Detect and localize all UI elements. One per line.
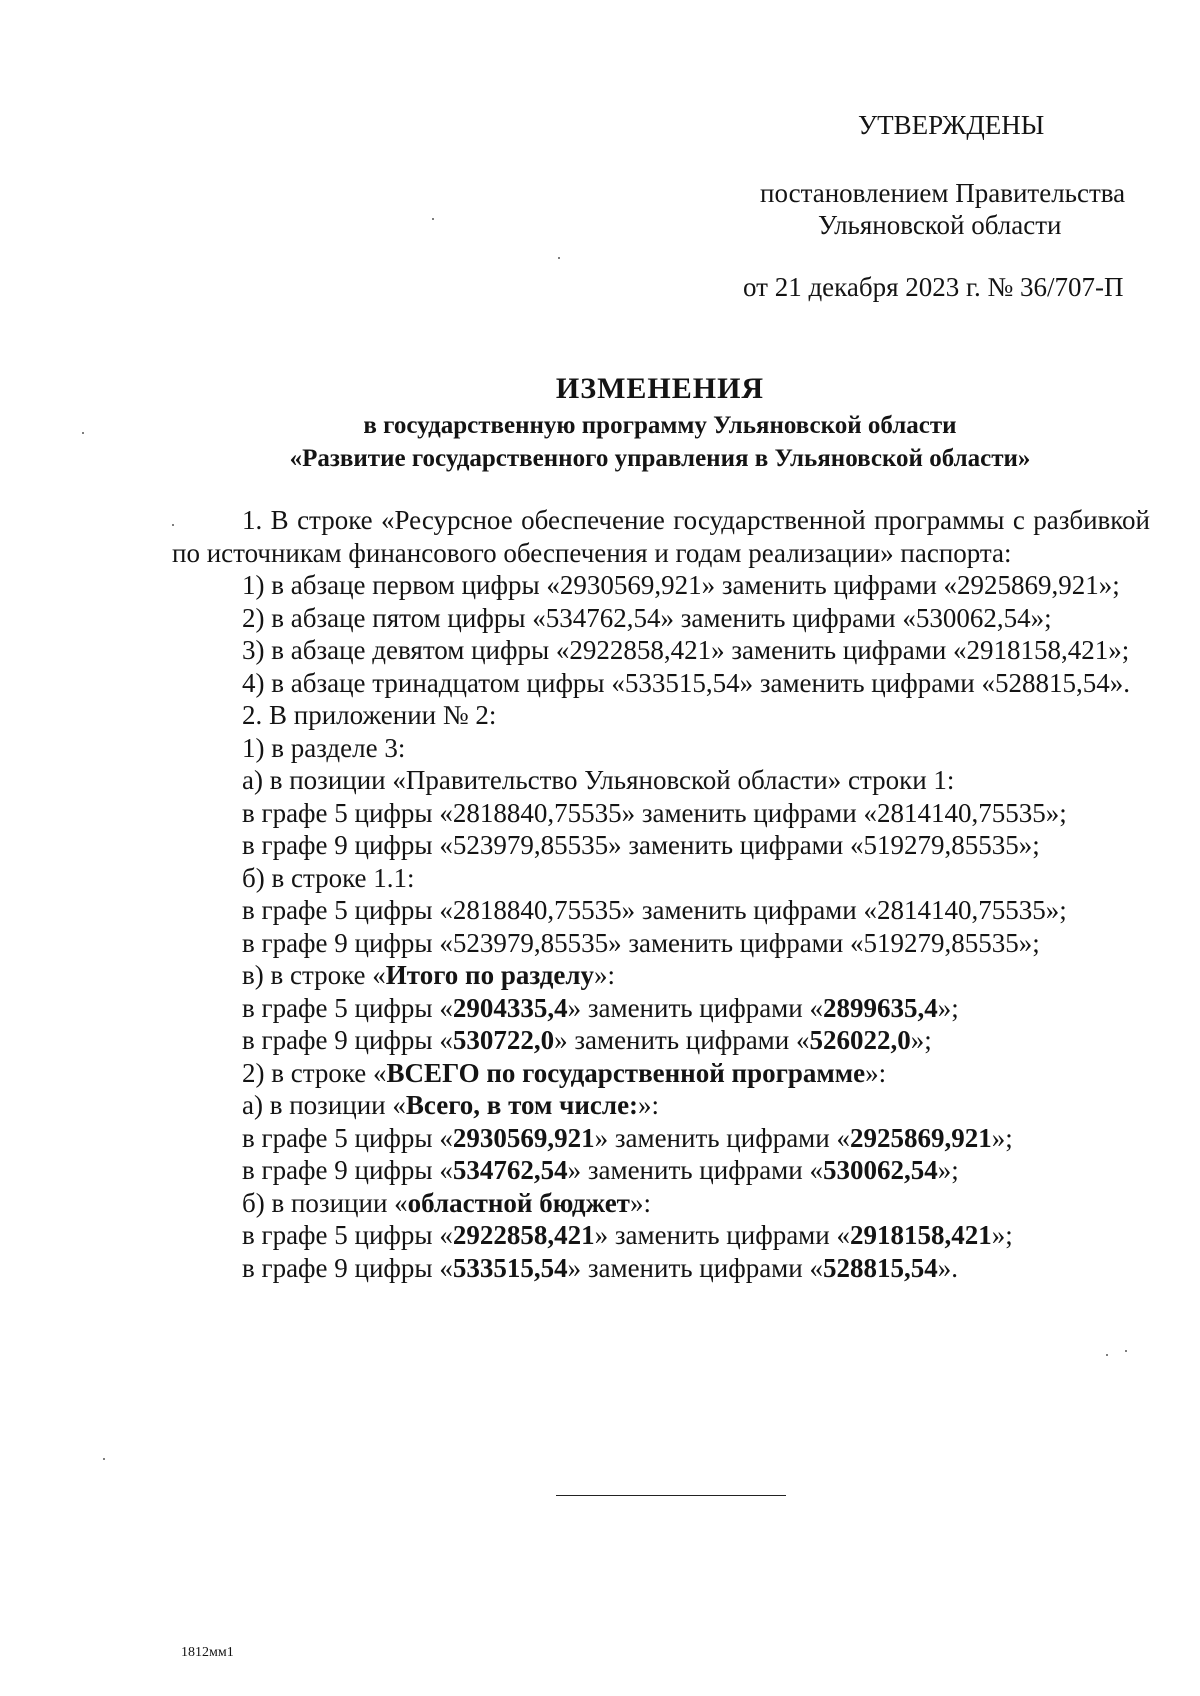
item-2-1: 1) в разделе 3: — [242, 732, 406, 763]
approval-date-number: от 21 декабря 2023 г. № 36/707-П — [743, 272, 1124, 302]
item-2-intro: 2. В приложении № 2: — [242, 700, 497, 730]
scan-speck — [1125, 1350, 1127, 1352]
document-body — [172, 504, 1150, 1284]
approval-line-1: постановлением Правительства — [760, 178, 1126, 208]
end-rule — [556, 1495, 786, 1496]
item-2-2-b-col5: в графе 5 цифры «2922858,421» заменить цифрами «2918158,421»; — [242, 1220, 1013, 1250]
item-2-1-b-col9: в графе 9 цифры «523979,85535» заменить цифрами «519279,85535»; — [242, 927, 1040, 958]
document-code: 1812мм1 — [181, 1645, 234, 1660]
approval-title: УТВЕРЖДЕНЫ — [858, 110, 1045, 140]
scan-speck — [103, 1458, 105, 1460]
item-2-2-a-col9: в графе 9 цифры «534762,54» заменить цифрами «530062,54»; — [242, 1155, 959, 1185]
item-2-2-a: а) в позиции «Всего, в том числе:»: — [242, 1090, 660, 1120]
item-1-4: 4) в абзаце тринадцатом цифры «533515,54» заменить цифрами «528815,54». — [242, 667, 1130, 698]
item-2-1-b: б) в строке 1.1: — [242, 862, 415, 893]
item-2-1-v-col5: в графе 5 цифры «2904335,4» заменить цифрами «2899635,4»; — [242, 992, 959, 1023]
item-1-2: 2) в абзаце пятом цифры «534762,54» заменить цифрами «530062,54»; — [242, 602, 1052, 633]
item-1-intro: 1. В строке «Ресурсное обеспечение государственной программы с разбивкой по источникам финансового обеспечения и годам реализации» паспорта: — [172, 505, 1150, 568]
scan-speck — [82, 432, 84, 434]
scan-speck — [432, 218, 434, 220]
document-title: ИЗМЕНЕНИЯ — [555, 372, 765, 405]
approval-line-2: Ульяновской области — [818, 210, 1062, 240]
item-2-1-v: в) в строке «Итого по разделу»: — [242, 960, 616, 990]
item-1-1: 1) в абзаце первом цифры «2930569,921» заменить цифрами «2925869,921»; — [242, 570, 1120, 600]
item-2-2: 2) в строке «ВСЕГО по государственной программе»: — [242, 1057, 887, 1088]
item-2-1-a: а) в позиции «Правительство Ульяновской области» строки 1: — [242, 765, 955, 795]
item-2-1-v-col9: в графе 9 цифры «530722,0» заменить цифрами «526022,0»; — [242, 1025, 932, 1055]
item-2-1-a-col5: в графе 5 цифры «2818840,75535» заменить цифрами «2814140,75535»; — [242, 797, 1067, 828]
document-subtitle-2: «Развитие государственного управления в Ульяновской области» — [289, 445, 1031, 472]
item-2-1-b-col5: в графе 5 цифры «2818840,75535» заменить цифрами «2814140,75535»; — [242, 895, 1067, 925]
document-subtitle-1: в государственную программу Ульяновской области — [363, 412, 957, 439]
item-2-2-b: б) в позиции «областной бюджет»: — [242, 1187, 651, 1218]
item-2-1-a-col9: в графе 9 цифры «523979,85535» заменить цифрами «519279,85535»; — [242, 830, 1040, 860]
scan-speck — [172, 524, 174, 526]
scan-speck — [558, 257, 560, 259]
item-1-3: 3) в абзаце девятом цифры «2922858,421» заменить цифрами «2918158,421»; — [242, 635, 1130, 665]
scan-speck — [1106, 1354, 1108, 1356]
item-2-2-a-col5: в графе 5 цифры «2930569,921» заменить цифрами «2925869,921»; — [242, 1122, 1013, 1153]
item-2-2-b-col9: в графе 9 цифры «533515,54» заменить цифрами «528815,54». — [242, 1252, 958, 1283]
